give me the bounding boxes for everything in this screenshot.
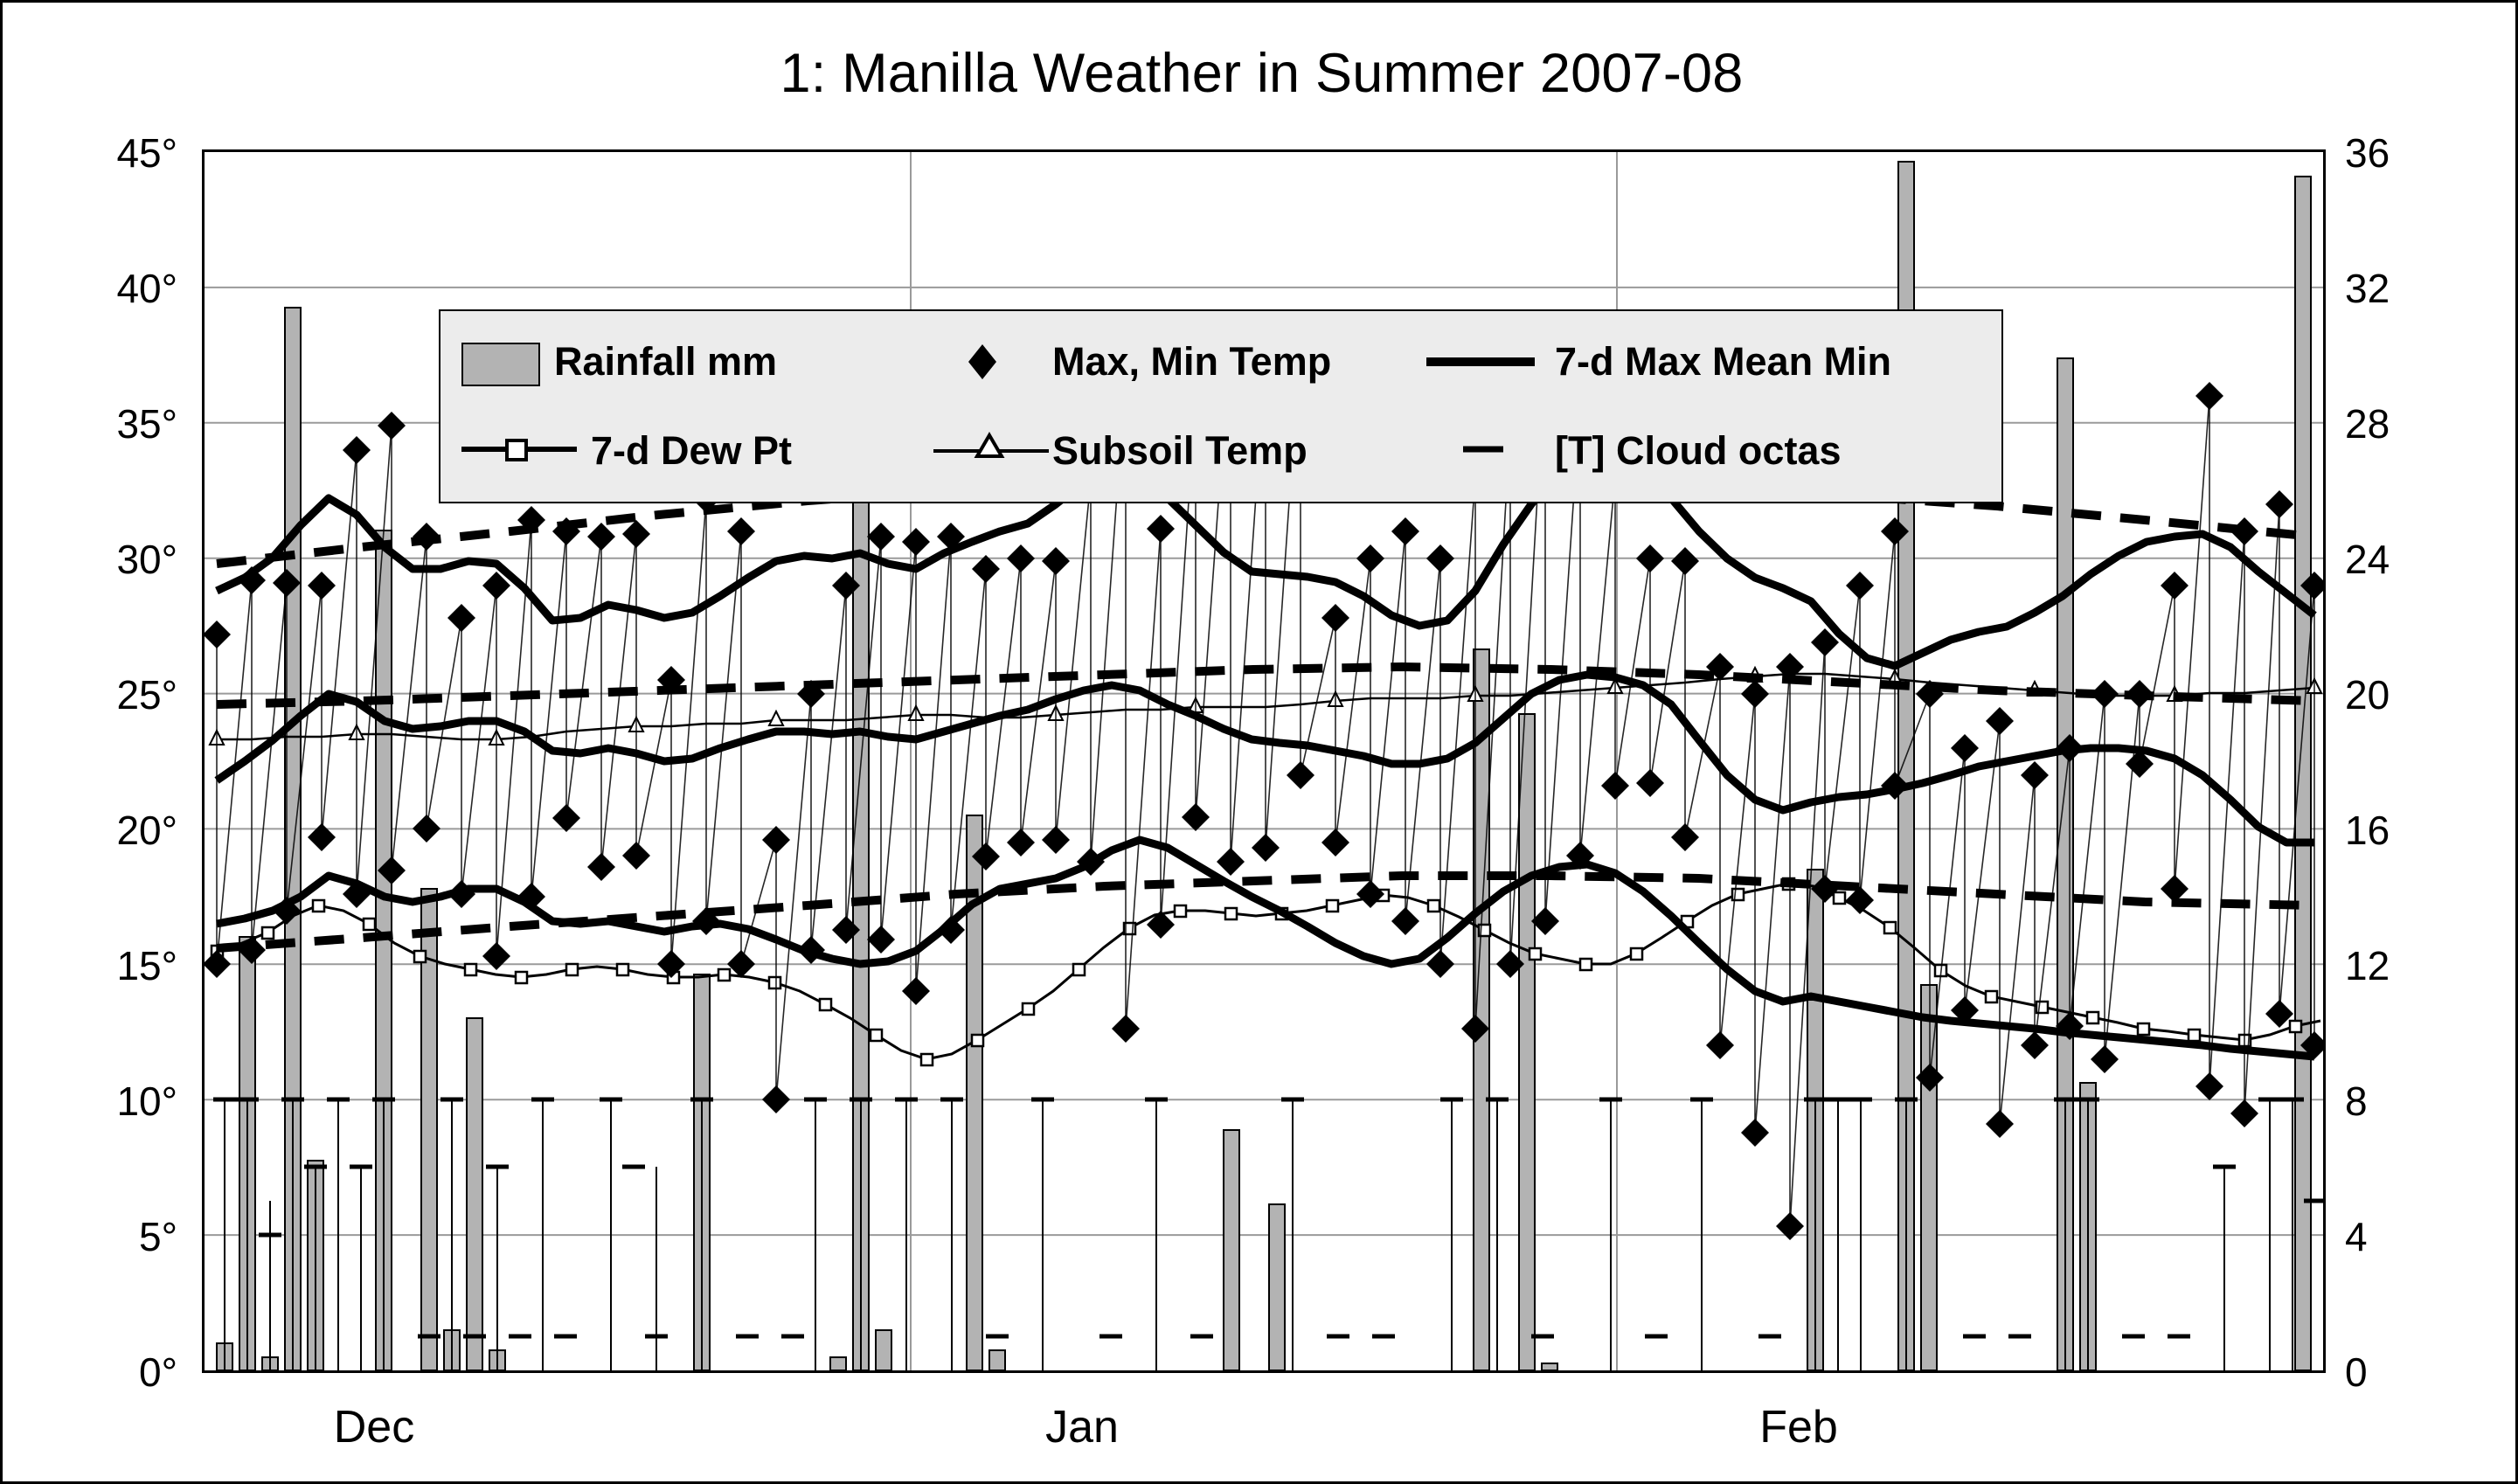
y-axis-left-tick: 10° bbox=[116, 1078, 177, 1124]
legend-label-dew-point: 7-d Dew Pt bbox=[591, 428, 793, 473]
y-axis-left-tick: 30° bbox=[116, 537, 177, 582]
y-axis-left-tick: 40° bbox=[116, 266, 177, 311]
legend-key-maxmin-temp bbox=[930, 337, 1035, 386]
y-axis-right-tick: 28 bbox=[2345, 401, 2390, 447]
y-axis-right-tick: 20 bbox=[2345, 672, 2390, 718]
x-axis-label-feb: Feb bbox=[1759, 1402, 1838, 1453]
y-axis-left-tick: 25° bbox=[116, 672, 177, 718]
legend-label-subsoil-temp: Subsoil Temp bbox=[1052, 428, 1308, 473]
legend-label-7d-max-mean-min: 7-d Max Mean Min bbox=[1555, 339, 1892, 384]
legend-label-maxmin-temp: Max, Min Temp bbox=[1052, 339, 1332, 384]
legend-label-rainfall: Rainfall mm bbox=[554, 339, 778, 384]
y-axis-right-tick: 32 bbox=[2345, 266, 2390, 311]
y-axis-left-tick: 20° bbox=[116, 808, 177, 853]
legend-label-cloud-octas: [T] Cloud octas bbox=[1555, 428, 1842, 473]
legend-key-dew-point bbox=[458, 425, 580, 474]
x-axis-label-dec: Dec bbox=[333, 1402, 415, 1453]
legend-key-cloud-octas bbox=[1428, 425, 1533, 474]
legend-key-subsoil-temp bbox=[930, 425, 1052, 474]
page-title: 1: Manilla Weather in Summer 2007-08 bbox=[780, 43, 1744, 104]
legend-key-7d-max-mean-min bbox=[1419, 337, 1542, 386]
y-axis-right-tick: 0 bbox=[2345, 1349, 2368, 1395]
y-axis-right-tick: 8 bbox=[2345, 1078, 2368, 1124]
y-axis-right-tick: 4 bbox=[2345, 1214, 2368, 1259]
y-axis-left-tick: 15° bbox=[116, 943, 177, 988]
chart-legend bbox=[439, 309, 2003, 503]
y-axis-left-tick: 35° bbox=[116, 401, 177, 447]
y-axis-left-tick: 0° bbox=[139, 1349, 177, 1395]
y-axis-left-tick: 45° bbox=[116, 130, 177, 176]
y-axis-right-tick: 36 bbox=[2345, 130, 2390, 176]
x-axis-label-jan: Jan bbox=[1045, 1402, 1119, 1453]
y-axis-right-tick: 24 bbox=[2345, 537, 2390, 582]
legend-key-rainfall bbox=[461, 343, 540, 386]
plot-area bbox=[202, 149, 2326, 1373]
y-axis-right-tick: 16 bbox=[2345, 808, 2390, 853]
y-axis-right-tick: 12 bbox=[2345, 943, 2390, 988]
y-axis-left-tick: 5° bbox=[139, 1214, 177, 1259]
